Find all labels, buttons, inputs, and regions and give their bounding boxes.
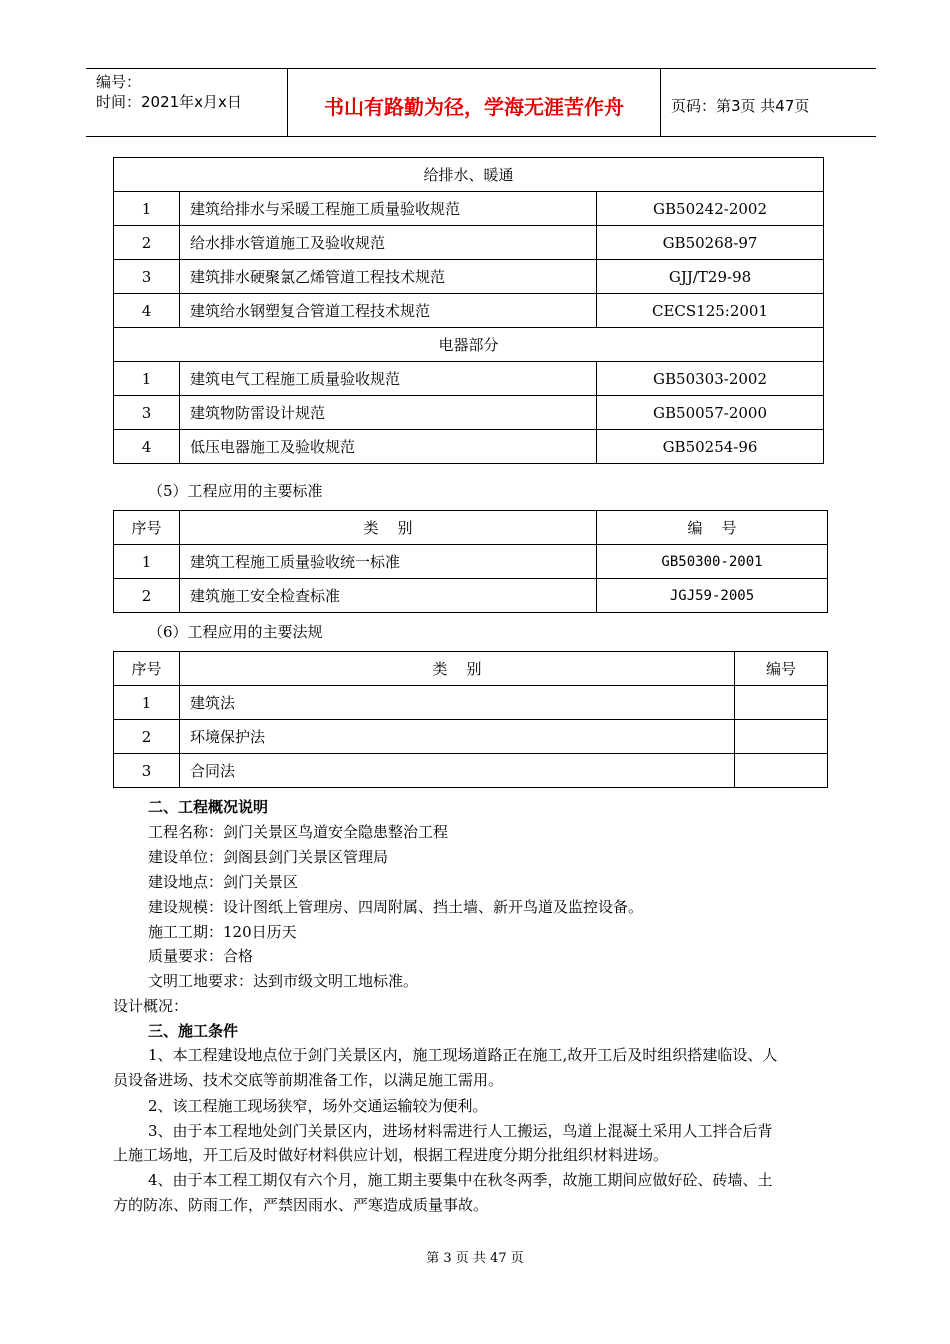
row-no: 2: [114, 226, 180, 260]
row-code: GB50303-2002: [597, 362, 824, 396]
row-code: GB50057-2000: [597, 396, 824, 430]
header-code: 编号: [735, 652, 828, 686]
standards-table-main: [113, 510, 828, 613]
header-motto: 书山有路勤为径，学海无涯苦作舟: [287, 69, 661, 136]
row-name: 建筑给排水与采暖工程施工质量验收规范: [180, 192, 597, 226]
table-header-row: [114, 652, 828, 686]
row-name: 建筑法: [180, 686, 735, 720]
row-name: 建筑物防雷设计规范: [180, 396, 597, 430]
page-header: [86, 68, 876, 137]
row-name: 低压电器施工及验收规范: [180, 430, 597, 464]
table-row: [114, 192, 824, 226]
conditions-line: 3、由于本工程地处剑门关景区内，进场材料需进行人工搬运，鸟道上混凝土采用人工拌合后背: [148, 1122, 773, 1140]
row-code: JGJ59-2005: [597, 579, 828, 613]
row-no: 3: [114, 396, 180, 430]
row-name: 给水排水管道施工及验收规范: [180, 226, 597, 260]
row-no: 1: [114, 686, 180, 720]
row-name: 建筑工程施工质量验收统一标准: [180, 545, 597, 579]
header-no: 序号: [114, 511, 180, 545]
conditions-line: 方的防冻、防雨工作，严禁因雨水、严寒造成质量事故。: [113, 1196, 489, 1214]
row-no: 2: [114, 579, 180, 613]
overview-line: 建设规模：设计图纸上管理房、四周附属、挡土墙、新开鸟道及监控设备。: [148, 898, 644, 916]
conditions-heading: 三、施工条件: [148, 1022, 239, 1040]
section-electric-title: 电器部分: [114, 328, 824, 362]
header-meta: [86, 69, 287, 136]
row-no: 1: [114, 545, 180, 579]
table-row: [114, 260, 824, 294]
table-row: [114, 396, 824, 430]
overview-line: 施工工期：120日历天: [148, 923, 297, 941]
row-name: 合同法: [180, 754, 735, 788]
row-code: GB50242-2002: [597, 192, 824, 226]
row-code: GJJ/T29-98: [597, 260, 824, 294]
table-row: [114, 579, 828, 613]
row-no: 4: [114, 430, 180, 464]
conditions-line: 1、本工程建设地点位于剑门关景区内，施工现场道路正在施工,故开工后及时组织搭建临设、人: [148, 1046, 778, 1064]
table-row: [114, 226, 824, 260]
conditions-line: 2、该工程施工现场狭窄，场外交通运输较为便利。: [148, 1097, 488, 1115]
row-no: 3: [114, 754, 180, 788]
table-row: [114, 545, 828, 579]
overview-line: 建设地点：剑门关景区: [148, 873, 299, 891]
overview-line: 建设单位：剑阁县剑门关景区管理局: [148, 848, 389, 866]
row-name: 环境保护法: [180, 720, 735, 754]
row-no: 1: [114, 192, 180, 226]
table-row: [114, 294, 824, 328]
table-header-row: [114, 511, 828, 545]
header-category: 类 别: [180, 511, 597, 545]
row-name: 建筑电气工程施工质量验收规范: [180, 362, 597, 396]
row-code: [735, 754, 828, 788]
row-code: [735, 686, 828, 720]
header-category: 类 别: [180, 652, 735, 686]
row-name: 建筑施工安全检查标准: [180, 579, 597, 613]
row-no: 2: [114, 720, 180, 754]
row-name: 建筑给水钢塑复合管道工程技术规范: [180, 294, 597, 328]
row-code: [735, 720, 828, 754]
overview-heading: 二、工程概况说明: [148, 798, 269, 816]
row-code: CECS125:2001: [597, 294, 824, 328]
table-row: [114, 686, 828, 720]
design-overview-label: 设计概况：: [113, 997, 189, 1015]
overview-line: 工程名称：剑门关景区鸟道安全隐患整治工程: [148, 823, 449, 841]
conditions-line: 4、由于本工程工期仅有六个月，施工期主要集中在秋冬两季，故施工期间应做好砼、砖墙、土: [148, 1171, 773, 1189]
table-row: [114, 720, 828, 754]
header-page: 页码：第3页 共47页: [671, 97, 810, 115]
table-section-row: [114, 158, 824, 192]
conditions-line: 员设备进场、技术交底等前期准备工作，以满足施工需用。: [113, 1071, 504, 1089]
table-section-row: [114, 328, 824, 362]
standards-table-water-electric: [113, 157, 824, 464]
table-row: [114, 430, 824, 464]
row-code: GB50300-2001: [597, 545, 828, 579]
header-time: 时间：2021年x月x日: [96, 93, 242, 111]
page-footer: 第 3 页 共 47 页: [426, 1251, 524, 1266]
section5-title: （5）工程应用的主要标准: [148, 482, 323, 500]
row-code: GB50268-97: [597, 226, 824, 260]
section6-title: （6）工程应用的主要法规: [148, 623, 323, 641]
row-name: 建筑排水硬聚氯乙烯管道工程技术规范: [180, 260, 597, 294]
header-code: 编 号: [597, 511, 828, 545]
section-water-title: 给排水、暖通: [114, 158, 824, 192]
conditions-line: 上施工场地，开工后及时做好材料供应计划，根据工程进度分期分批组织材料进场。: [113, 1146, 669, 1164]
row-no: 4: [114, 294, 180, 328]
regulations-table: [113, 651, 828, 788]
table-row: [114, 754, 828, 788]
table-row: [114, 362, 824, 396]
header-no: 序号: [114, 652, 180, 686]
header-number: 编号：: [96, 73, 142, 91]
row-no: 1: [114, 362, 180, 396]
overview-line: 文明工地要求：达到市级文明工地标准。: [148, 972, 419, 990]
overview-line: 质量要求：合格: [148, 947, 254, 965]
row-no: 3: [114, 260, 180, 294]
row-code: GB50254-96: [597, 430, 824, 464]
